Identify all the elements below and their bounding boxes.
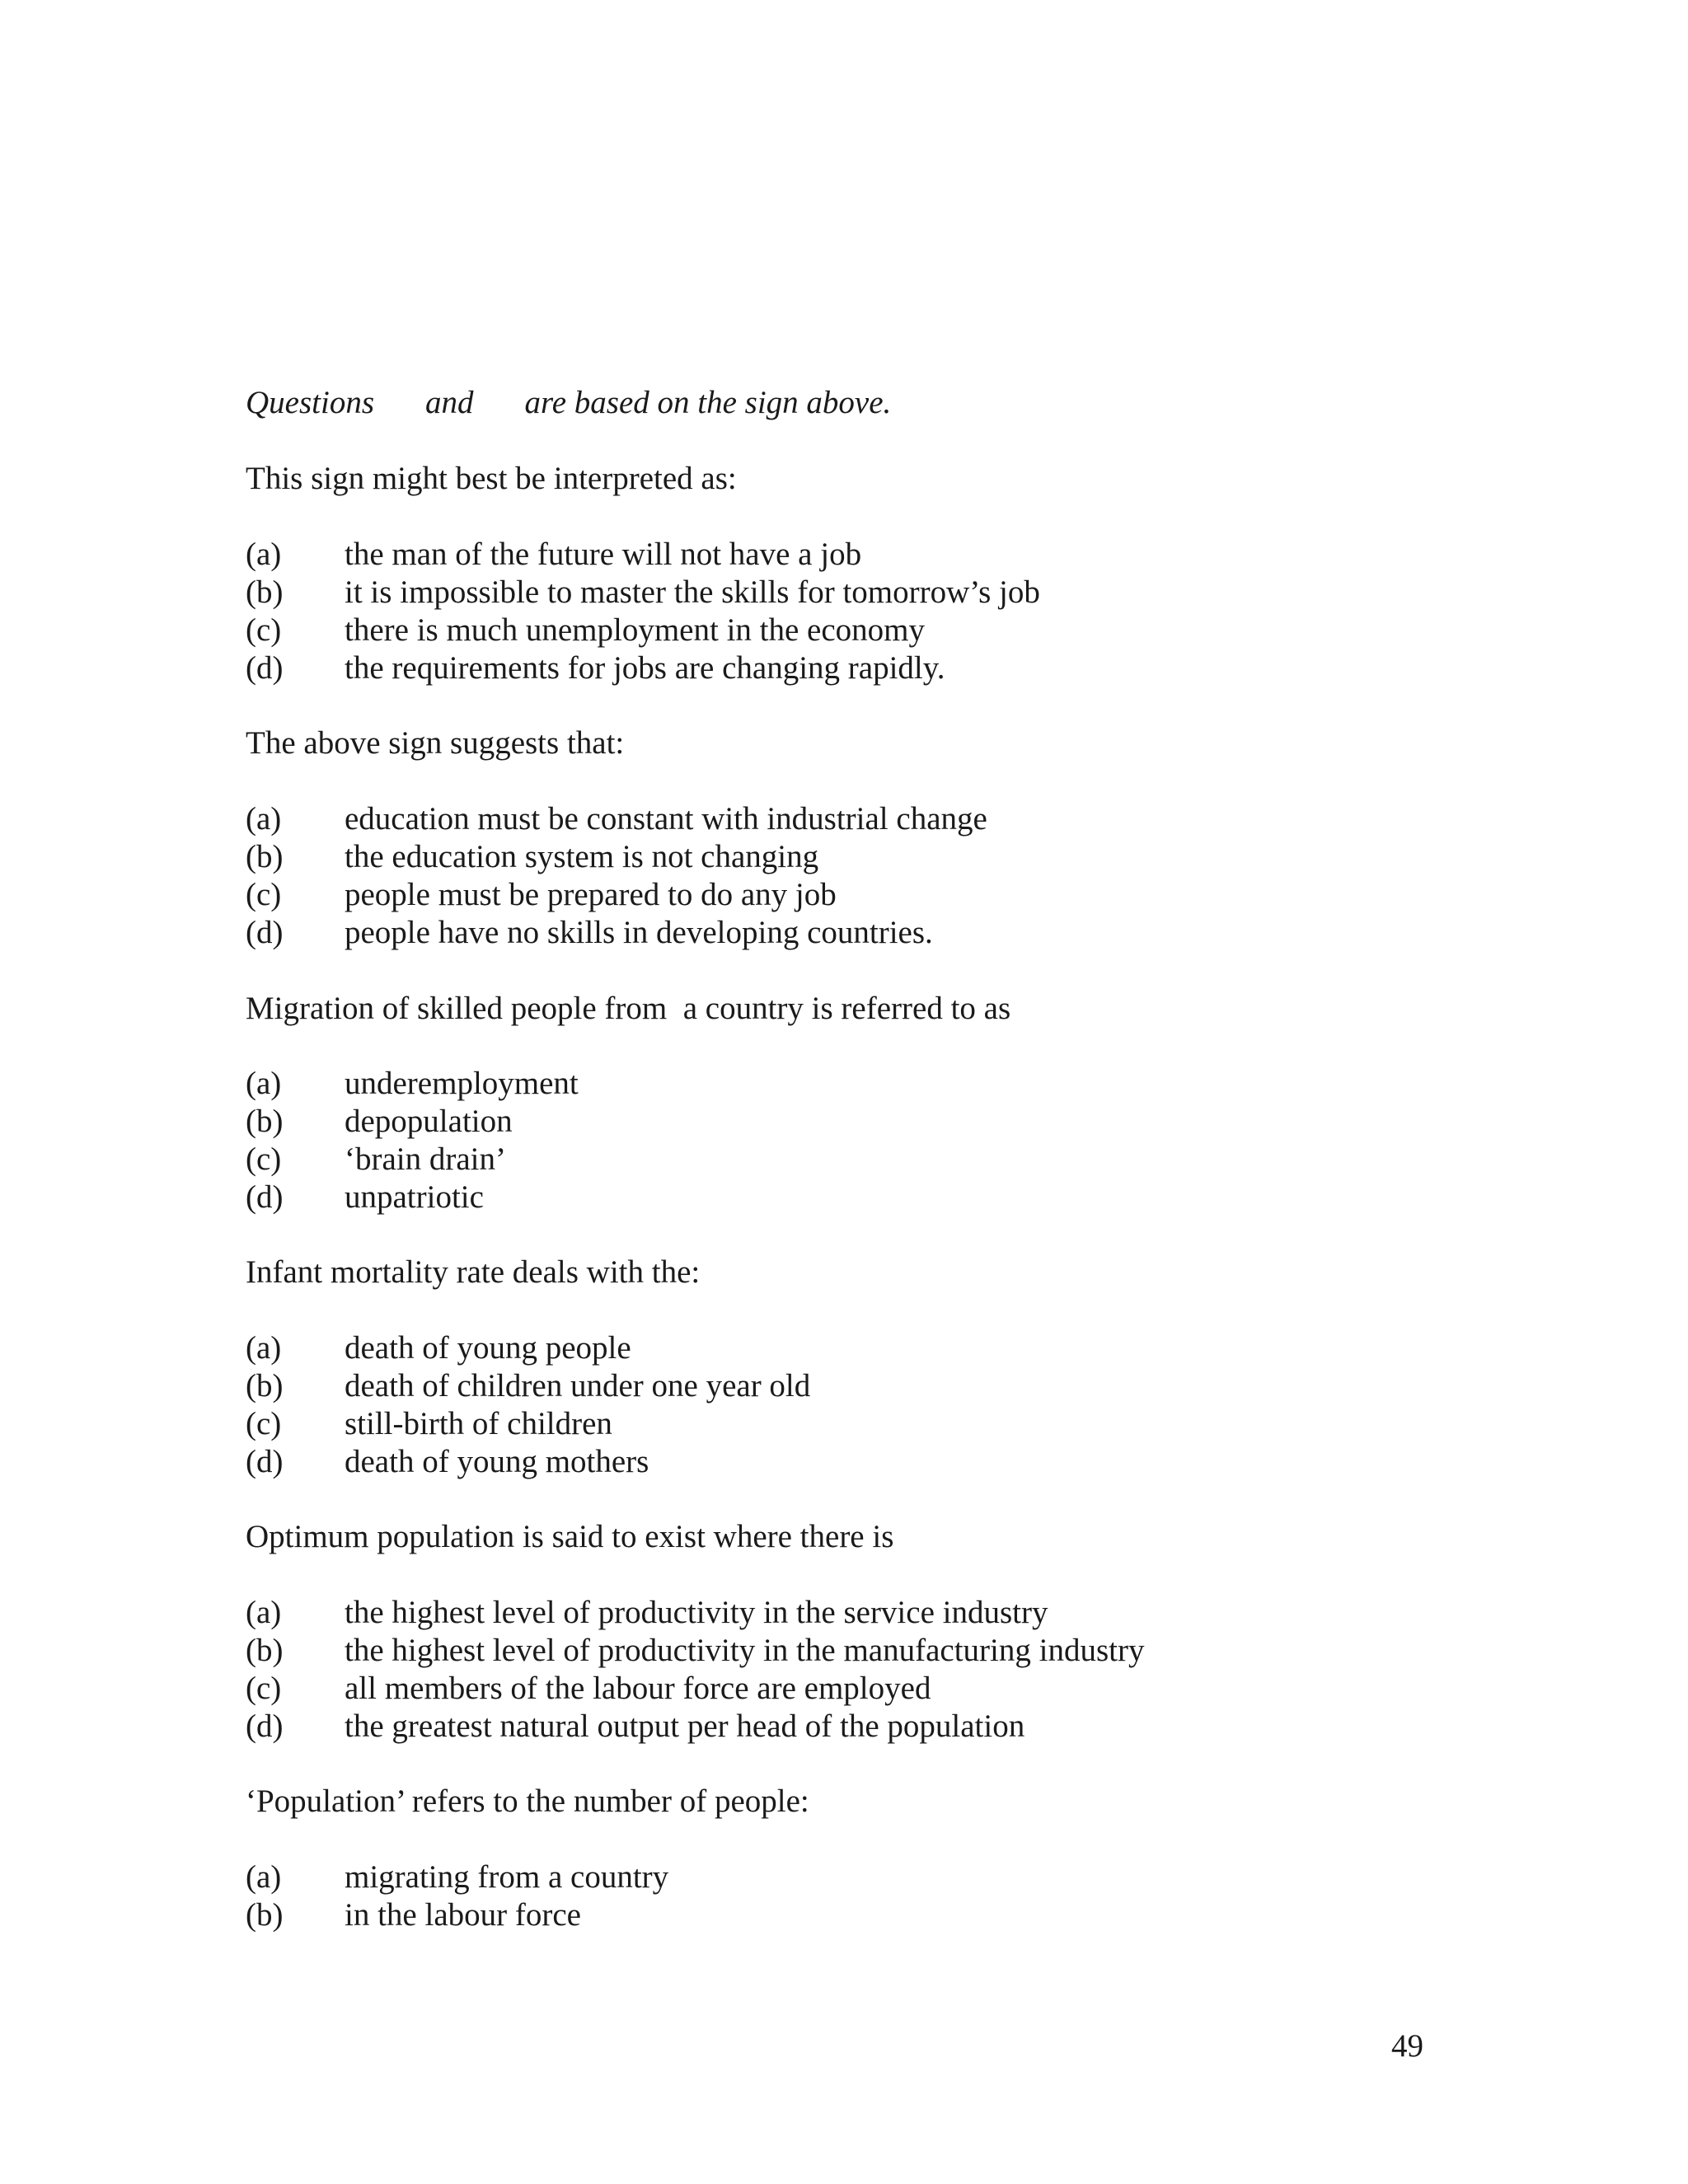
option-text: death of children under one year old [345,1368,811,1404]
intro-part-1: Questions [246,385,374,420]
option-letter: (c) [246,877,282,912]
option-text: unpatriotic [345,1179,484,1215]
option-text: there is much unemployment in the economy [345,612,925,648]
option-text: the highest level of productivity in the manufacturing industry [345,1633,1145,1668]
intro-note [246,384,891,422]
option-text: the greatest natural output per head of the population [345,1708,1025,1744]
question-stem: ‘Population’ refers to the number of people: [246,1783,809,1819]
intro-part-2: and [425,385,474,420]
option-letter: (c) [246,1671,282,1706]
option-text: the highest level of productivity in the service industry [345,1595,1048,1630]
option-letter: (c) [246,1406,282,1441]
option-text: in the labour force [345,1897,581,1933]
option-letter: (a) [246,537,282,572]
option-letter: (d) [246,1708,284,1744]
option-letter: (d) [246,915,284,950]
option-text: death of young people [345,1330,631,1366]
option-letter: (b) [246,1897,284,1933]
question-stem: This sign might best be interpreted as: [246,461,737,496]
option-letter: (a) [246,1595,282,1630]
option-letter: (c) [246,1141,282,1177]
option-text: ‘brain drain’ [345,1141,506,1177]
option-letter: (a) [246,801,282,837]
option-letter: (a) [246,1066,282,1101]
question-stem: Migration of skilled people from a country is referred to as [246,991,1011,1026]
question-stem: Infant mortality rate deals with the: [246,1254,701,1290]
option-letter: (c) [246,612,282,648]
option-text: people have no skills in developing countries. [345,915,933,950]
option-letter: (b) [246,839,284,874]
option-text: people must be prepared to do any job [345,877,837,912]
page-number: 49 [1391,2028,1423,2064]
option-text: the man of the future will not have a job [345,537,862,572]
option-letter: (a) [246,1859,282,1895]
option-text: it is impossible to master the skills for tomorrow’s job [345,574,1040,610]
option-text: the requirements for jobs are changing rapidly. [345,650,945,686]
intro-part-3: are based on the sign above. [524,385,892,420]
option-letter: (d) [246,650,284,686]
option-text: underemployment [345,1066,579,1101]
option-letter: (b) [246,1104,284,1139]
option-letter: (d) [246,1179,284,1215]
option-letter: (d) [246,1444,284,1479]
option-text: depopulation [345,1104,513,1139]
option-text: still-birth of children [345,1406,612,1441]
option-text: the education system is not changing [345,839,819,874]
option-letter: (b) [246,574,284,610]
question-stem: Optimum population is said to exist where there is [246,1519,894,1554]
option-text: migrating from a country [345,1859,669,1895]
option-text: death of young mothers [345,1444,649,1479]
option-letter: (b) [246,1368,284,1404]
option-letter: (a) [246,1330,282,1366]
option-text: all members of the labour force are employed [345,1671,931,1706]
option-text: education must be constant with industrial change [345,801,987,837]
question-stem: The above sign suggests that: [246,725,625,761]
option-letter: (b) [246,1633,284,1668]
